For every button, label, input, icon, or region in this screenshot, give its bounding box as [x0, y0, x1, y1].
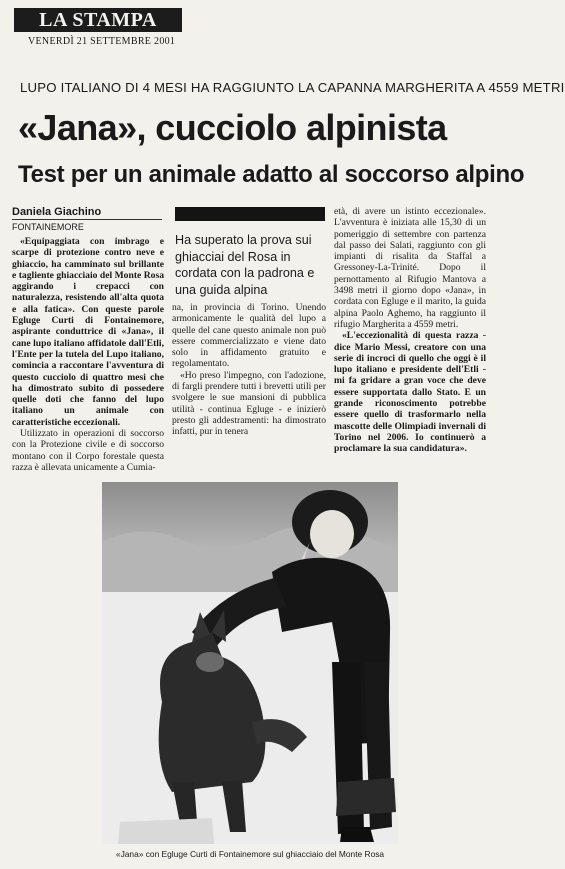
- pull-quote: Ha superato la prova sui ghiacciai del Rosa in cordata con la padrona e una guida alpina: [175, 233, 315, 297]
- paragraph: «Ho preso l'impegno, con l'adozione, di fargli prendere tutti i brevetti utili per svolgere le sue mansioni di pubblica utilità - continua Egluge - e inizierò presto gli addestramenti: ha dimostrato infatti, pur in tenera: [172, 369, 326, 438]
- article-headline: «Jana», cucciolo alpinista: [18, 107, 447, 148]
- article-photo: [102, 482, 398, 844]
- redacted-bar: [175, 207, 325, 221]
- paragraph: na, in provincia di Torino. Unendo armonicamente le qualità del lupo a quelle del cane questo animale non può essere commercializzato e viene dato solo in affidamento gratuito e regolamentato.: [172, 302, 326, 370]
- byline-divider: [12, 219, 162, 220]
- article-column-1: [12, 236, 164, 473]
- paragraph: «Equipaggiata con imbrago e scarpe di protezione contro neve e ghiaccio, ha camminato sul brillante e tagliente ghiacciaio del Monte Rosa aggirando i crepacci con naturalezza, resistendo all'alta quota e alla fatica». Con queste parole Egluge Curti di Fontainemore, aspirante conduttrice di «Jana», il cane lupo italiano affidatole dall'Etli, l'Ente per la tutela del Lupo italiano, comincia a raccontare l'avventura di questo cucciolo di quattro mesi che ha dimostrato subito di possedere quelle doti che fanno del lupo italiano un animale con caratteristiche eccezionali.: [12, 236, 164, 428]
- photo-caption: «Jana» con Egluge Curti di Fontainemore sul ghiacciaio del Monte Rosa: [115, 849, 385, 859]
- paragraph: «L'eccezionalità di questa razza - dice Mario Messi, creatore con una serie di incroci di quello che oggi è il lupo italiano e presidente dell'Etli - mi fa gridare a gran voce che deve essere supportata dallo Stato. E un grande riconoscimento potrebbe essere quello di trasformarlo nella mascotte delle Olimpiadi invernali di Torino nel 2006. Io continuerò a proclamare la sua candidatura».: [334, 330, 486, 455]
- publication-date: VENERDÌ 21 SETTEMBRE 2001: [28, 36, 176, 47]
- article-column-3: [334, 206, 486, 455]
- paragraph: età, di avere un istinto eccezionale». L'avventura è iniziata alle 15,30 di un pomeriggio di settembre con partenza dal passo dei Salati, raggiunto con gli impianti di risalita da Staffal a Gressoney-La-Trinité. Dopo il pernottamento al Rifugio Mantova a 3498 metri il giorno dopo «Jana», in cordata con Egluge e il marito, la guida alpina Paolo Aghemo, ha raggiunto il rifugio Margherita a 4559 metri.: [334, 206, 486, 330]
- author-byline: Daniela Giachino: [12, 206, 102, 218]
- article-column-2: [172, 302, 326, 438]
- article-kicker: LUPO ITALIANO DI 4 MESI HA RAGGIUNTO LA CAPANNA MARGHERITA A 4559 METRI: [20, 80, 565, 95]
- dateline-location: FONTAINEMORE: [12, 222, 84, 232]
- photo-illustration: [102, 482, 398, 844]
- article-subheadline: Test per un animale adatto al soccorso alpino: [18, 161, 525, 188]
- newspaper-masthead: LA STAMPA: [14, 8, 182, 32]
- paragraph: Utilizzato in operazioni di soccorso con la Protezione civile e di soccorso montano con il Corpo forestale questa razza è allevata unicamente a Cumia-: [12, 428, 164, 473]
